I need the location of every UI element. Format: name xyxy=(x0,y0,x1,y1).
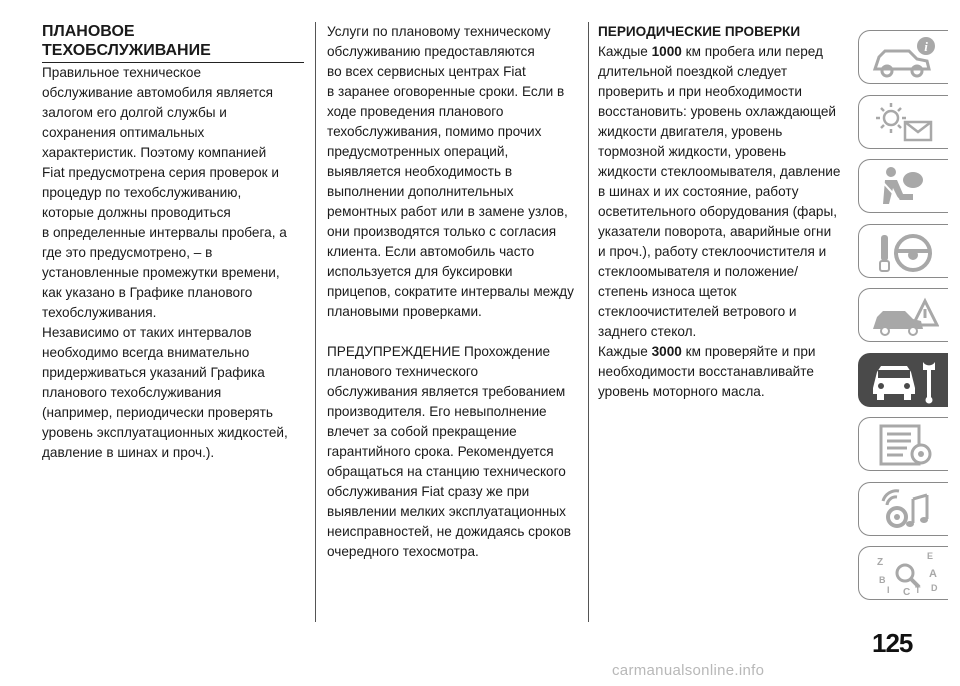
warning-lights-icon xyxy=(869,100,939,146)
mileage-value: 3000 xyxy=(651,344,682,359)
column-divider xyxy=(315,22,316,622)
subsection-heading: ПЕРИОДИЧЕСКИЕ ПРОВЕРКИ xyxy=(598,24,801,39)
tab-technical-data[interactable] xyxy=(858,417,948,471)
tab-multimedia[interactable] xyxy=(858,482,948,536)
text: Каждые xyxy=(598,344,652,359)
paragraph: Правильное техническое обслуживание автомобиля является залогом его долгой службы и сохранения оптимальных характеристик. Поэтому компанией Fiat предусмотрена серия проверок и процедур по техобслуживанию, которые должны проводиться в определенные интервалы пробега, а где это предусмотрено, – в установленные промежутки времени, как указано в Графике планового техобслуживания. xyxy=(42,65,287,320)
chapter-tabs xyxy=(858,30,948,611)
tab-index[interactable] xyxy=(858,546,948,600)
warning-paragraph: ПРЕДУПРЕЖДЕНИЕ Прохождение планового технического обслуживания является требованием производителя. Его невыполнение влечет за собой прекращение гарантийного срока. Рекомендуется обращаться на станцию технического обслуживания Fiat сразу же при выявлении мелких эксплуатационных неисправностей, не дожидаясь сроков очередного техосмотра. xyxy=(327,344,571,559)
paragraph: Услуги по плановому техническому обслуживанию предоставляются во всех сервисных центрах Fiat в заранее оговоренные сроки. Если в ходе проведения планового техобслуживания, помимо прочих предусмотренных операций, выявляется необходимость в выполнении дополнительных ремонтных работ или в замене узлов, они производятся только с согласия клиента. Если автомобиль часто используется для буксировки прицепов, сократите интервалы между плановыми проверками. xyxy=(327,24,574,319)
section-title: ПЛАНОВОЕ ТЕХОБСЛУЖИВАНИЕ xyxy=(42,22,304,63)
paragraph: Независимо от таких интервалов необходимо всегда внимательно придерживаться указаний Графика планового техобслуживания (например, периодически проверять уровень эксплуатационных жидкостей, давление в шинах и проч.). xyxy=(42,325,288,460)
technical-data-icon xyxy=(869,422,939,468)
text: км проверяйте и при необходимости восстанавливайте уровень моторного масла. xyxy=(598,344,816,399)
index-letter: T xyxy=(915,585,921,595)
multimedia-icon xyxy=(869,487,939,533)
tab-car-info[interactable] xyxy=(858,30,948,84)
car-emergency-icon xyxy=(869,293,939,339)
index-icon xyxy=(869,551,939,597)
column-2 xyxy=(327,22,585,562)
tab-emergency[interactable] xyxy=(858,288,948,342)
tab-warning-lights[interactable] xyxy=(858,95,948,149)
paragraph xyxy=(598,342,848,402)
watermark: carmanualsonline.info xyxy=(612,662,765,679)
index-letter: E xyxy=(927,551,934,561)
index-letter: A xyxy=(929,568,937,580)
mileage-value: 1000 xyxy=(651,44,682,59)
airbag-person-icon xyxy=(869,164,939,210)
index-letter: I xyxy=(887,585,890,595)
tab-starting-driving[interactable] xyxy=(858,224,948,278)
tab-safety[interactable] xyxy=(858,159,948,213)
spacer xyxy=(327,322,585,342)
index-letter: D xyxy=(931,583,938,593)
car-info-icon xyxy=(869,35,939,81)
paragraph xyxy=(598,42,848,342)
column-divider xyxy=(588,22,589,622)
text: Каждые xyxy=(598,44,652,59)
text: км пробега или перед длительной поездкой следует проверить и при необходимости восстановить: уровень охлаждающей жидкости двигателя, уровень тормозной жидкости, уровень жидкости стеклоомывателя, давление в шинах и их состояние, работу осветительного оборудования (фары, указатели поворота, аварийные огни и проч.), работу стеклоочистителя и стеклоомывателя и положение/ степень износа щеток стеклоочистителей ветрового и заднего стекол. xyxy=(598,44,841,339)
column-3 xyxy=(598,22,848,402)
page-number: 125 xyxy=(872,628,913,658)
index-letter: Z xyxy=(877,557,884,568)
index-letter: C xyxy=(903,587,911,597)
steering-wheel-icon xyxy=(869,229,939,275)
tab-maintenance[interactable] xyxy=(858,353,948,407)
column-1 xyxy=(42,22,304,463)
car-maintenance-icon xyxy=(869,358,939,404)
index-letter: B xyxy=(879,575,886,585)
svg-text:i: i xyxy=(924,39,928,54)
